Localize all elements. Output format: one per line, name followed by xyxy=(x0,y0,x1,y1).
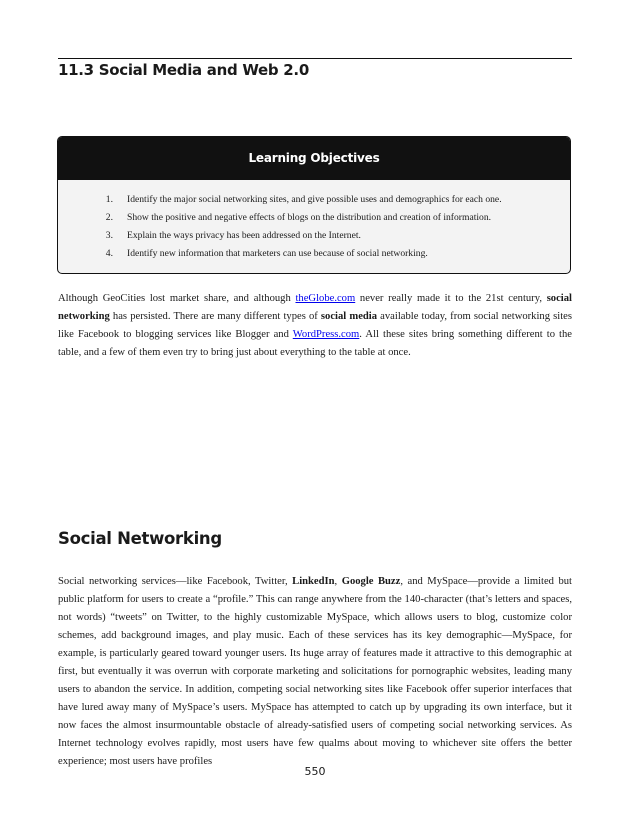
objective-text: Show the positive and negative effects of blogs on the distribution and creation of information. xyxy=(127,212,492,223)
section-title: 11.3 Social Media and Web 2.0 xyxy=(58,61,309,79)
objective-item xyxy=(58,245,570,263)
intro-text: never really made it to the 21st century, xyxy=(355,293,547,304)
social-networking-heading: Social Networking xyxy=(58,529,222,548)
wordpress-link[interactable]: WordPress.com xyxy=(292,329,360,340)
term-social-networking: social networking xyxy=(58,293,572,322)
learning-objectives-box xyxy=(57,136,571,274)
objective-number: 1. xyxy=(105,194,113,205)
objective-item xyxy=(58,227,570,245)
objective-number: 3. xyxy=(105,230,113,241)
objective-text: Explain the ways privacy has been addressed on the Internet. xyxy=(127,230,361,241)
objective-text: Identify new information that marketers can use because of social networking. xyxy=(127,248,428,259)
top-rule xyxy=(58,58,572,59)
body-text: , and MySpace—provide a limited but public platform for users to create a “profile.” This can range anywhere from the 140-character (that’s letters and spaces, not words) “tweets” on Twitter, to the highly customizable MySpace, which allows users to blog, customize color schemes, add background images, and play music. Each of these services has its key demographic—MySpace, for example, is particularly geared toward younger users. Its huge array of features made it attractive to this demographic at first, but eventually it was overrun with corporate marketing and solicitations for pornographic websites, leading many users to abandon the service. In addition, competing social networking sites like Facebook offer superior interfaces that have lured away many of MySpace’s users. MySpace has attempted to catch up by upgrading its own interface, but it now faces the almost insurmountable obstacle of already-satisfied users of competing social networking services. As Internet technology evolves rapidly, most users have few qualms about moving to whichever site offers the better experience; most users have profiles xyxy=(58,576,572,767)
term-google-buzz: Google Buzz xyxy=(341,576,401,587)
objective-item xyxy=(58,191,570,209)
body-text: Social networking services—like Facebook, Twitter, xyxy=(58,576,293,587)
intro-text: . All these sites bring something different to the table, and a few of them even try to bring just about everything to the table at once. xyxy=(58,329,572,358)
objective-item xyxy=(58,209,570,227)
objective-number: 4. xyxy=(105,248,113,259)
theglobe-link[interactable]: theGlobe.com xyxy=(295,293,356,304)
intro-text: Although GeoCities lost market share, and although xyxy=(58,293,296,304)
intro-text: has persisted. There are many different types of xyxy=(109,311,321,322)
objective-number: 2. xyxy=(105,212,113,223)
intro-text: available today, from social networking sites like Facebook to blogging services like Blogger and xyxy=(58,311,572,340)
page-number: 550 xyxy=(304,765,326,778)
learning-objectives-heading: Learning Objectives xyxy=(58,137,570,180)
learning-objectives-list xyxy=(58,180,570,263)
social-networking-paragraph xyxy=(58,573,572,771)
objective-text: Identify the major social networking sites, and give possible uses and demographics for each one. xyxy=(127,194,502,205)
body-text: , xyxy=(334,576,342,587)
term-linkedin: LinkedIn xyxy=(292,576,335,587)
intro-paragraph xyxy=(58,290,572,362)
term-social-media: social media xyxy=(320,311,378,322)
